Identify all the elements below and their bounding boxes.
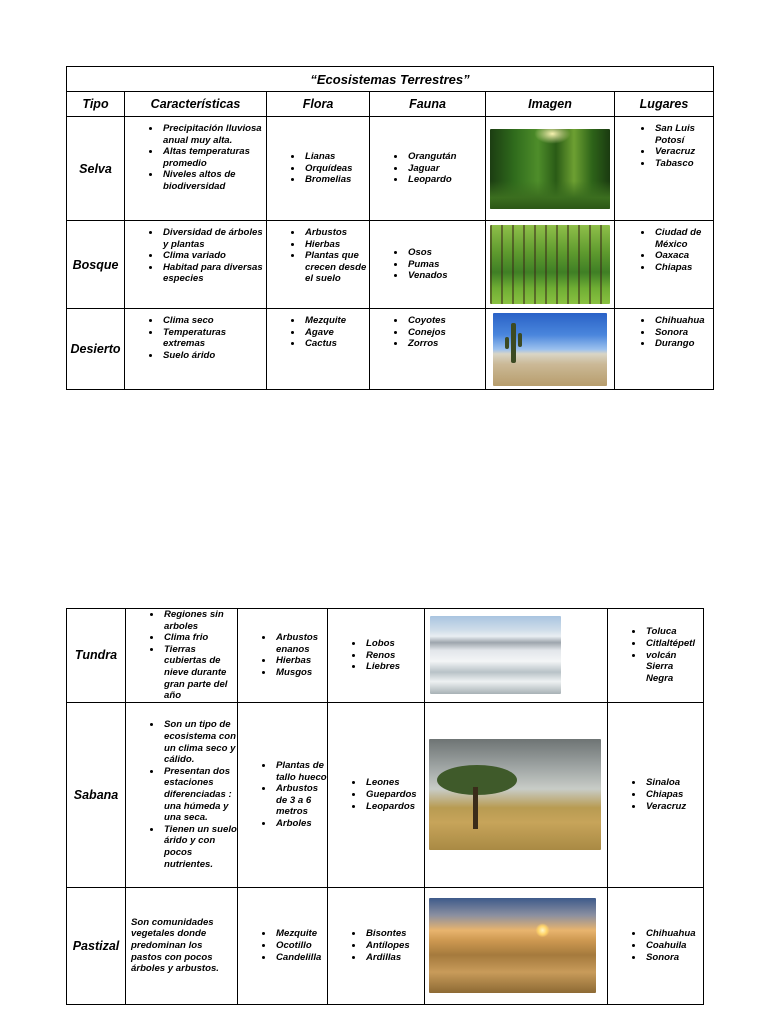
list-item: • Conejos (406, 327, 485, 339)
list-item: • Antílopes (364, 940, 424, 952)
jungle-photo (490, 129, 610, 209)
forest-photo (490, 225, 610, 304)
list-item: • Renos (364, 650, 424, 662)
image-cell (425, 609, 608, 703)
list-item: • Bromelias (303, 174, 369, 186)
list-item: • Plantas de tallo hueco (274, 760, 327, 783)
list-item: • Hierbas (274, 655, 327, 667)
list-item: • Liebres (364, 661, 424, 673)
list-item: • volcán Sierra Negra (644, 650, 703, 685)
list-item: • San Luis Potosí (653, 123, 713, 146)
list-item: • Diversidad de árboles y plantas (161, 227, 266, 250)
list-item: • Orquídeas (303, 163, 369, 175)
flora-cell (238, 702, 328, 887)
list-item: • Cactus (303, 338, 369, 350)
header-flora: Flora (267, 92, 370, 117)
list-item: • Plantas que crecen desde el suelo (303, 250, 369, 285)
list-item: • Clima seco (161, 315, 266, 327)
list-item: • Ardillas (364, 952, 424, 964)
list-item: • Precipitación lluviosa anual muy alta. (161, 123, 266, 146)
header-imagen: Imagen (486, 92, 615, 117)
table-row (67, 887, 704, 1004)
list-item: • Habitad para diversas especies (161, 262, 266, 285)
places-cell (608, 887, 704, 1004)
list-item: • Ocotillo (274, 940, 327, 952)
list-item: • Oaxaca (653, 250, 713, 262)
list-item: • Lianas (303, 151, 369, 163)
list-item: • Orangután (406, 151, 485, 163)
list-item: • Regiones sin arboles (162, 609, 237, 632)
characteristics-cell (125, 117, 267, 221)
list-item: • Son un tipo de ecosistema con un clima seco y cálido. (162, 719, 237, 765)
ecosystems-table-1 (66, 66, 714, 390)
list-item: • Temperaturas extremas (161, 327, 266, 350)
flora-cell (238, 609, 328, 703)
list-item: • Presentan dos estaciones diferenciadas : una húmeda y una seca. (162, 766, 237, 824)
header-caracteristicas: Características (125, 92, 267, 117)
list-item: • Coahuila (644, 940, 703, 952)
flora-cell (267, 309, 370, 390)
fauna-cell (370, 117, 486, 221)
ecosystems-table-2 (66, 608, 704, 1005)
list-item: • Jaguar (406, 163, 485, 175)
characteristics-cell (125, 221, 267, 309)
places-cell (615, 117, 714, 221)
list-item: • Guepardos (364, 789, 424, 801)
flora-cell (238, 887, 328, 1004)
list-item: • Lobos (364, 638, 424, 650)
list-item: • Chiapas (653, 262, 713, 274)
row-type: Pastizal (67, 887, 126, 1004)
row-type: Desierto (67, 309, 125, 390)
list-item: • Leopardo (406, 174, 485, 186)
places-cell (615, 309, 714, 390)
list-item: • Arbustos de 3 a 6 metros (274, 783, 327, 818)
list-item: • Agave (303, 327, 369, 339)
row-type: Bosque (67, 221, 125, 309)
table-row (67, 309, 714, 390)
table-title: “Ecosistemas Terrestres” (67, 67, 714, 92)
row-type: Tundra (67, 609, 126, 703)
tundra-photo (430, 616, 561, 694)
list-item: • Toluca (644, 626, 703, 638)
table-row (67, 117, 714, 221)
places-cell (608, 609, 704, 703)
list-item: • Bisontes (364, 928, 424, 940)
list-item: • Tienen un suelo árido y con pocos nutrientes. (162, 824, 237, 870)
savanna-photo (429, 739, 601, 850)
characteristics-cell (126, 609, 238, 703)
image-cell (486, 309, 615, 390)
row-type: Sabana (67, 702, 126, 887)
list-item: • Tabasco (653, 158, 713, 170)
list-item: • Mezquite (303, 315, 369, 327)
list-item: • Clima variado (161, 250, 266, 262)
header-tipo: Tipo (67, 92, 125, 117)
places-cell (608, 702, 704, 887)
list-item: • Leones (364, 777, 424, 789)
list-item: • Sonora (644, 952, 703, 964)
list-item: • Leopardos (364, 801, 424, 813)
image-cell (425, 887, 608, 1004)
list-item: • Candelilla (274, 952, 327, 964)
list-item: • Tierras cubiertas de nieve durante gran parte del año (162, 644, 237, 702)
desert-photo (493, 313, 607, 386)
list-item: • Altas temperaturas promedio (161, 146, 266, 169)
list-item: • Chiapas (644, 789, 703, 801)
list-item: • Veracruz (653, 146, 713, 158)
list-item: • Mezquite (274, 928, 327, 940)
list-item: • Arbustos (303, 227, 369, 239)
list-item: • Sinaloa (644, 777, 703, 789)
list-item: • Hierbas (303, 239, 369, 251)
table-row (67, 221, 714, 309)
fauna-cell (370, 309, 486, 390)
list-item: • Ciudad de México (653, 227, 713, 250)
list-item: • Zorros (406, 338, 485, 350)
list-item: • Veracruz (644, 801, 703, 813)
characteristics-cell (125, 309, 267, 390)
list-item: • Arboles (274, 818, 327, 830)
header-lugares: Lugares (615, 92, 714, 117)
table-row (67, 702, 704, 887)
flora-cell (267, 221, 370, 309)
fauna-cell (328, 609, 425, 703)
image-cell (425, 702, 608, 887)
list-item: • Niveles altos de biodiversidad (161, 169, 266, 192)
list-item: • Coyotes (406, 315, 485, 327)
grassland-photo (429, 898, 596, 993)
list-item: • Musgos (274, 667, 327, 679)
list-item: • Durango (653, 338, 713, 350)
list-item: • Chihuahua (653, 315, 713, 327)
list-item: • Suelo árido (161, 350, 266, 362)
places-cell (615, 221, 714, 309)
row-type: Selva (67, 117, 125, 221)
characteristics-cell (126, 702, 238, 887)
list-item: • Sonora (653, 327, 713, 339)
list-item: • Pumas (406, 259, 485, 271)
list-item: • Chihuahua (644, 928, 703, 940)
header-fauna: Fauna (370, 92, 486, 117)
fauna-cell (328, 887, 425, 1004)
list-item: • Osos (406, 247, 485, 259)
characteristics-text: Son comunidades vegetales donde predominan los pastos con pocos árboles y arbustos. (131, 916, 219, 975)
flora-cell (267, 117, 370, 221)
fauna-cell (328, 702, 425, 887)
table-row (67, 609, 704, 703)
list-item: • Venados (406, 270, 485, 282)
image-cell (486, 221, 615, 309)
characteristics-cell (126, 887, 238, 1004)
fauna-cell (370, 221, 486, 309)
image-cell (486, 117, 615, 221)
list-item: • Arbustos enanos (274, 632, 327, 655)
list-item: • Clima frio (162, 632, 237, 644)
list-item: • Citlaltépetl (644, 638, 703, 650)
